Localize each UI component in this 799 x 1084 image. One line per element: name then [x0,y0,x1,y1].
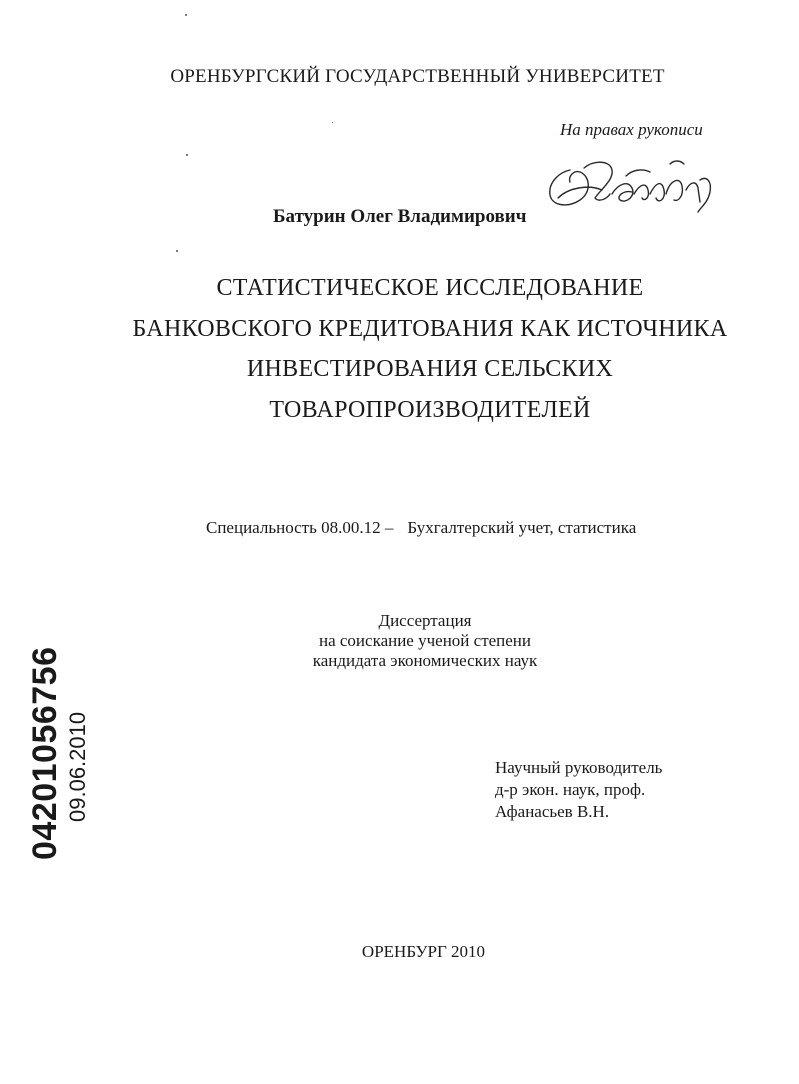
scan-speck [185,14,187,16]
city-year: ОРЕНБУРГ 2010 [361,942,486,961]
library-stamp-number: 04201056756 [26,646,64,860]
degree-line: Диссертация [378,611,472,630]
scan-speck [332,122,333,123]
supervisor-line: Афанасьев В.Н. [495,802,610,821]
dissertation-degree [240,611,610,671]
title-line: БАНКОВСКОГО КРЕДИТОВАНИЯ КАК ИСТОЧНИКА [132,315,728,342]
specialty-name: Бухгалтерский учет, статистика [407,518,637,537]
title-line: ТОВАРОПРОИЗВОДИТЕЛЕЙ [269,396,591,423]
university-name: ОРЕНБУРГСКИЙ ГОСУДАРСТВЕННЫЙ УНИВЕРСИТЕТ [170,66,665,87]
degree-line: на соискание ученой степени [318,631,532,650]
dissertation-title [80,268,780,430]
signature [540,150,730,230]
manuscript-note: На правах рукописи [560,120,703,139]
specialty [206,518,636,538]
title-line: ИНВЕСТИРОВАНИЯ СЕЛЬСКИХ [246,356,614,382]
supervisor-line: Научный руководитель [495,758,663,777]
specialty-code: Специальность 08.00.12 – [206,518,394,537]
supervisor-line: д-р экон. наук, проф. [495,780,646,799]
degree-line: кандидата экономических наук [312,651,538,670]
library-stamp-date: 09.06.2010 [65,711,90,822]
supervisor-block [495,757,662,823]
author-name: Батурин Олег Владимирович [273,206,527,227]
title-line: СТАТИСТИЧЕСКОЕ ИССЛЕДОВАНИЕ [216,275,644,301]
scan-speck [186,154,188,156]
scan-speck [176,250,178,252]
